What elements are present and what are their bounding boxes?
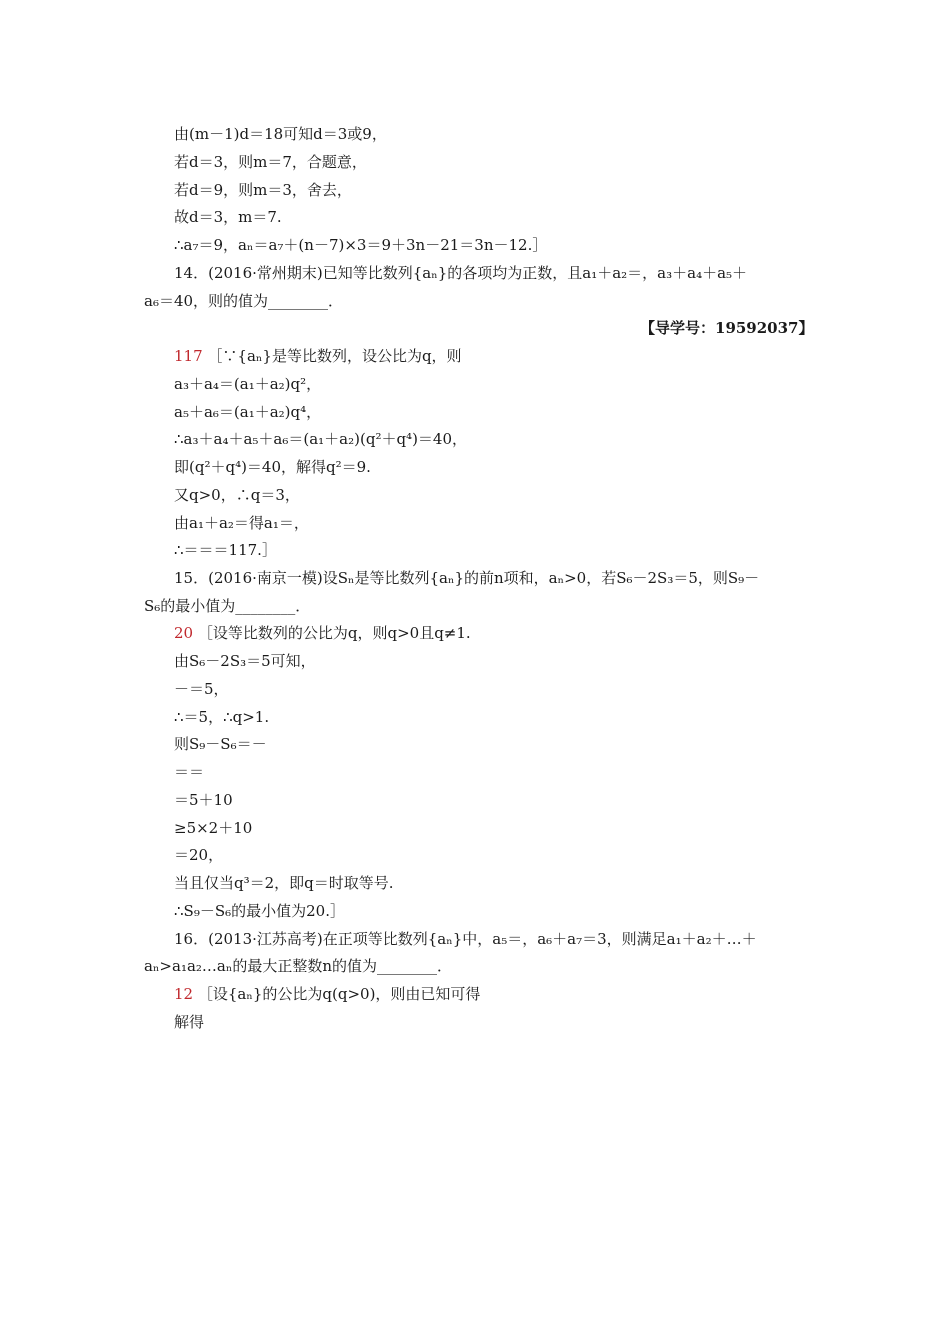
- solution-line: －＝5，: [174, 680, 229, 698]
- solution-line: 当且仅当q³＝2，即q＝时取等号.: [174, 874, 394, 892]
- text-line: 由(m－1)d＝18可知d＝3或9，: [174, 125, 387, 143]
- question-16-line-2: aₙ>a₁a₂…aₙ的最大正整数n的值为________．: [144, 957, 453, 975]
- text-line: ∴a₇＝9，aₙ＝a₇＋(n－7)×3＝9＋3n－21＝3n－12.］: [174, 236, 548, 254]
- solution-line: ≥5×2＋10: [174, 819, 253, 837]
- solution-line: ∴＝5，∴q>1.: [174, 708, 270, 726]
- solution-text: ［∵{aₙ}是等比数列，设公比为q，则: [207, 347, 462, 365]
- reference-number: 【导学号：19592037】: [640, 319, 814, 337]
- text-line: 若d＝3，则m＝7，合题意，: [174, 153, 367, 171]
- solution-line: 则S₉－S₆＝－: [174, 735, 267, 753]
- question-14-line-2: a₆＝40，则的值为________．: [144, 292, 344, 310]
- solution-line: a₅＋a₆＝(a₁＋a₂)q⁴，: [174, 403, 322, 421]
- solution-14-first-line: [174, 346, 462, 366]
- solution-16-first-line: [174, 984, 480, 1004]
- question-15-line-2: S₆的最小值为________．: [144, 597, 311, 615]
- text-line: 若d＝9，则m＝3，舍去，: [174, 181, 352, 199]
- solution-line: ＝＝: [174, 763, 205, 781]
- solution-line: 解得: [174, 1013, 205, 1031]
- answer-15: 20: [174, 624, 194, 642]
- solution-line: ∴S₉－S₆的最小值为20.］: [174, 902, 345, 920]
- solution-line: ∴＝＝＝117.］: [174, 541, 277, 559]
- question-16-line-1: 16．(2013·江苏高考)在正项等比数列{aₙ}中，a₅＝，a₆＋a₇＝3，则满足a₁＋a₂＋…＋: [174, 930, 757, 948]
- solution-line: ＝20，: [174, 846, 224, 864]
- question-14-line-1: 14．(2016·常州期末)已知等比数列{aₙ}的各项均为正数，且a₁＋a₂＝，a₃＋a₄＋a₅＋: [174, 264, 748, 282]
- solution-line: a₃＋a₄＝(a₁＋a₂)q²，: [174, 375, 322, 393]
- solution-text: ［设等比数列的公比为q，则q>0且q≠1.: [197, 624, 471, 642]
- answer-16: 12: [174, 985, 194, 1003]
- text-line: 故d＝3，m＝7.: [174, 208, 282, 226]
- solution-line: 即(q²＋q⁴)＝40，解得q²＝9.: [174, 458, 371, 476]
- solution-15-first-line: [174, 623, 471, 643]
- solution-line: 由a₁＋a₂＝得a₁＝，: [174, 514, 309, 532]
- solution-line: 由S₆－2S₃＝5可知，: [174, 652, 316, 670]
- question-15-line-1: 15．(2016·南京一模)设Sₙ是等比数列{aₙ}的前n项和，aₙ>0，若S₆－2S₃＝5，则S₉－: [174, 569, 760, 587]
- answer-14: 117: [174, 347, 203, 365]
- solution-line: ∴a₃＋a₄＋a₅＋a₆＝(a₁＋a₂)(q²＋q⁴)＝40，: [174, 430, 468, 448]
- solution-line: ＝5＋10: [174, 791, 233, 809]
- solution-text: ［设{aₙ}的公比为q(q>0)，则由已知可得: [197, 985, 481, 1003]
- solution-line: 又q>0，∴q＝3，: [174, 486, 300, 504]
